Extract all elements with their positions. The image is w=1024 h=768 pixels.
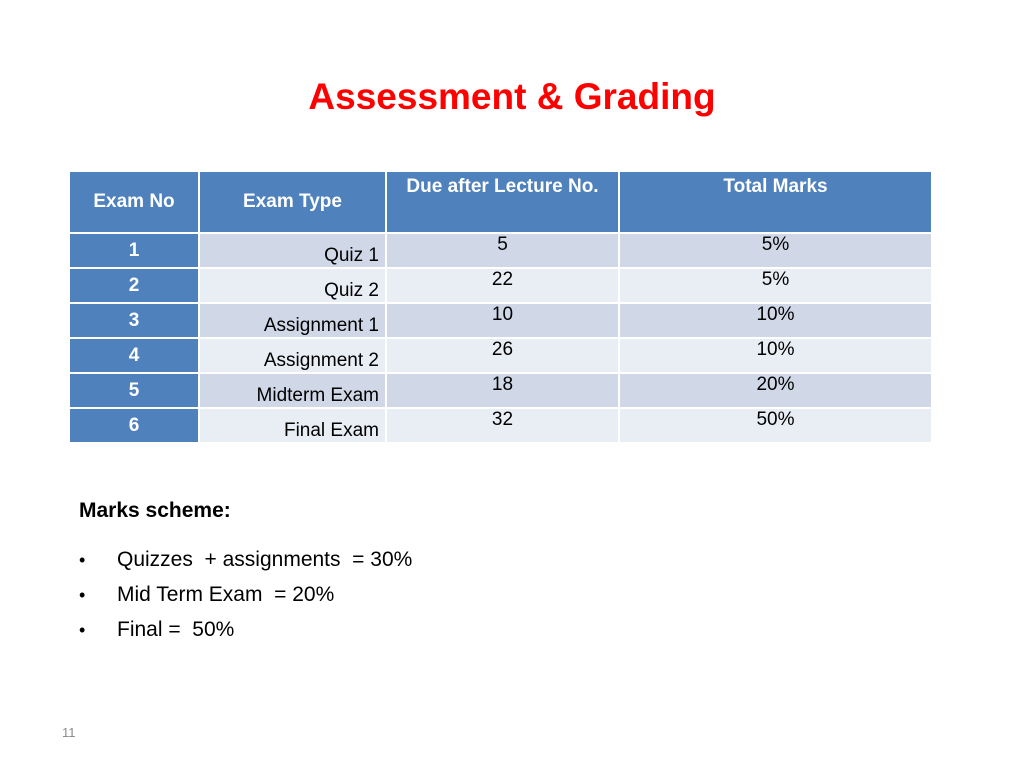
grading-table xyxy=(68,170,933,444)
list-item xyxy=(79,615,412,650)
marks-scheme-heading: Marks scheme: xyxy=(79,499,231,522)
total-marks-cell: 10% xyxy=(619,303,932,338)
exam-no-cell: 5 xyxy=(69,373,199,408)
due-lecture-cell: 22 xyxy=(386,268,619,303)
table-row xyxy=(69,303,932,338)
table-header-row xyxy=(69,171,932,233)
header-total-marks: Total Marks xyxy=(619,171,932,233)
list-item-text: Final = 50% xyxy=(117,618,235,641)
list-item-text: Quizzes + assignments = 30% xyxy=(117,548,413,571)
total-marks-cell: 5% xyxy=(619,268,932,303)
table-row xyxy=(69,268,932,303)
list-item xyxy=(79,545,412,580)
exam-type-cell: Final Exam xyxy=(199,408,386,443)
list-item-text: Mid Term Exam = 20% xyxy=(117,583,335,606)
table-row xyxy=(69,233,932,268)
exam-no-cell: 1 xyxy=(69,233,199,268)
due-lecture-cell: 32 xyxy=(386,408,619,443)
exam-no-cell: 2 xyxy=(69,268,199,303)
due-lecture-cell: 10 xyxy=(386,303,619,338)
table-row xyxy=(69,408,932,443)
exam-type-cell: Quiz 1 xyxy=(199,233,386,268)
exam-no-cell: 6 xyxy=(69,408,199,443)
page-number: 11 xyxy=(62,725,76,740)
exam-type-cell: Assignment 1 xyxy=(199,303,386,338)
bullet-icon: • xyxy=(79,585,86,605)
header-exam-type: Exam Type xyxy=(199,171,386,233)
exam-type-cell: Quiz 2 xyxy=(199,268,386,303)
bullet-icon: • xyxy=(79,550,86,570)
total-marks-cell: 5% xyxy=(619,233,932,268)
exam-type-cell: Midterm Exam xyxy=(199,373,386,408)
exam-no-cell: 3 xyxy=(69,303,199,338)
total-marks-cell: 10% xyxy=(619,338,932,373)
bullet-icon: • xyxy=(79,620,86,640)
marks-scheme-list xyxy=(79,545,412,650)
table-row xyxy=(69,338,932,373)
table-row xyxy=(69,373,932,408)
total-marks-cell: 20% xyxy=(619,373,932,408)
due-lecture-cell: 18 xyxy=(386,373,619,408)
exam-no-cell: 4 xyxy=(69,338,199,373)
exam-type-cell: Assignment 2 xyxy=(199,338,386,373)
slide-title: Assessment & Grading xyxy=(308,76,716,117)
header-due-after-lecture: Due after Lecture No. xyxy=(386,171,619,233)
header-exam-no: Exam No xyxy=(69,171,199,233)
due-lecture-cell: 26 xyxy=(386,338,619,373)
list-item xyxy=(79,580,412,615)
due-lecture-cell: 5 xyxy=(386,233,619,268)
total-marks-cell: 50% xyxy=(619,408,932,443)
